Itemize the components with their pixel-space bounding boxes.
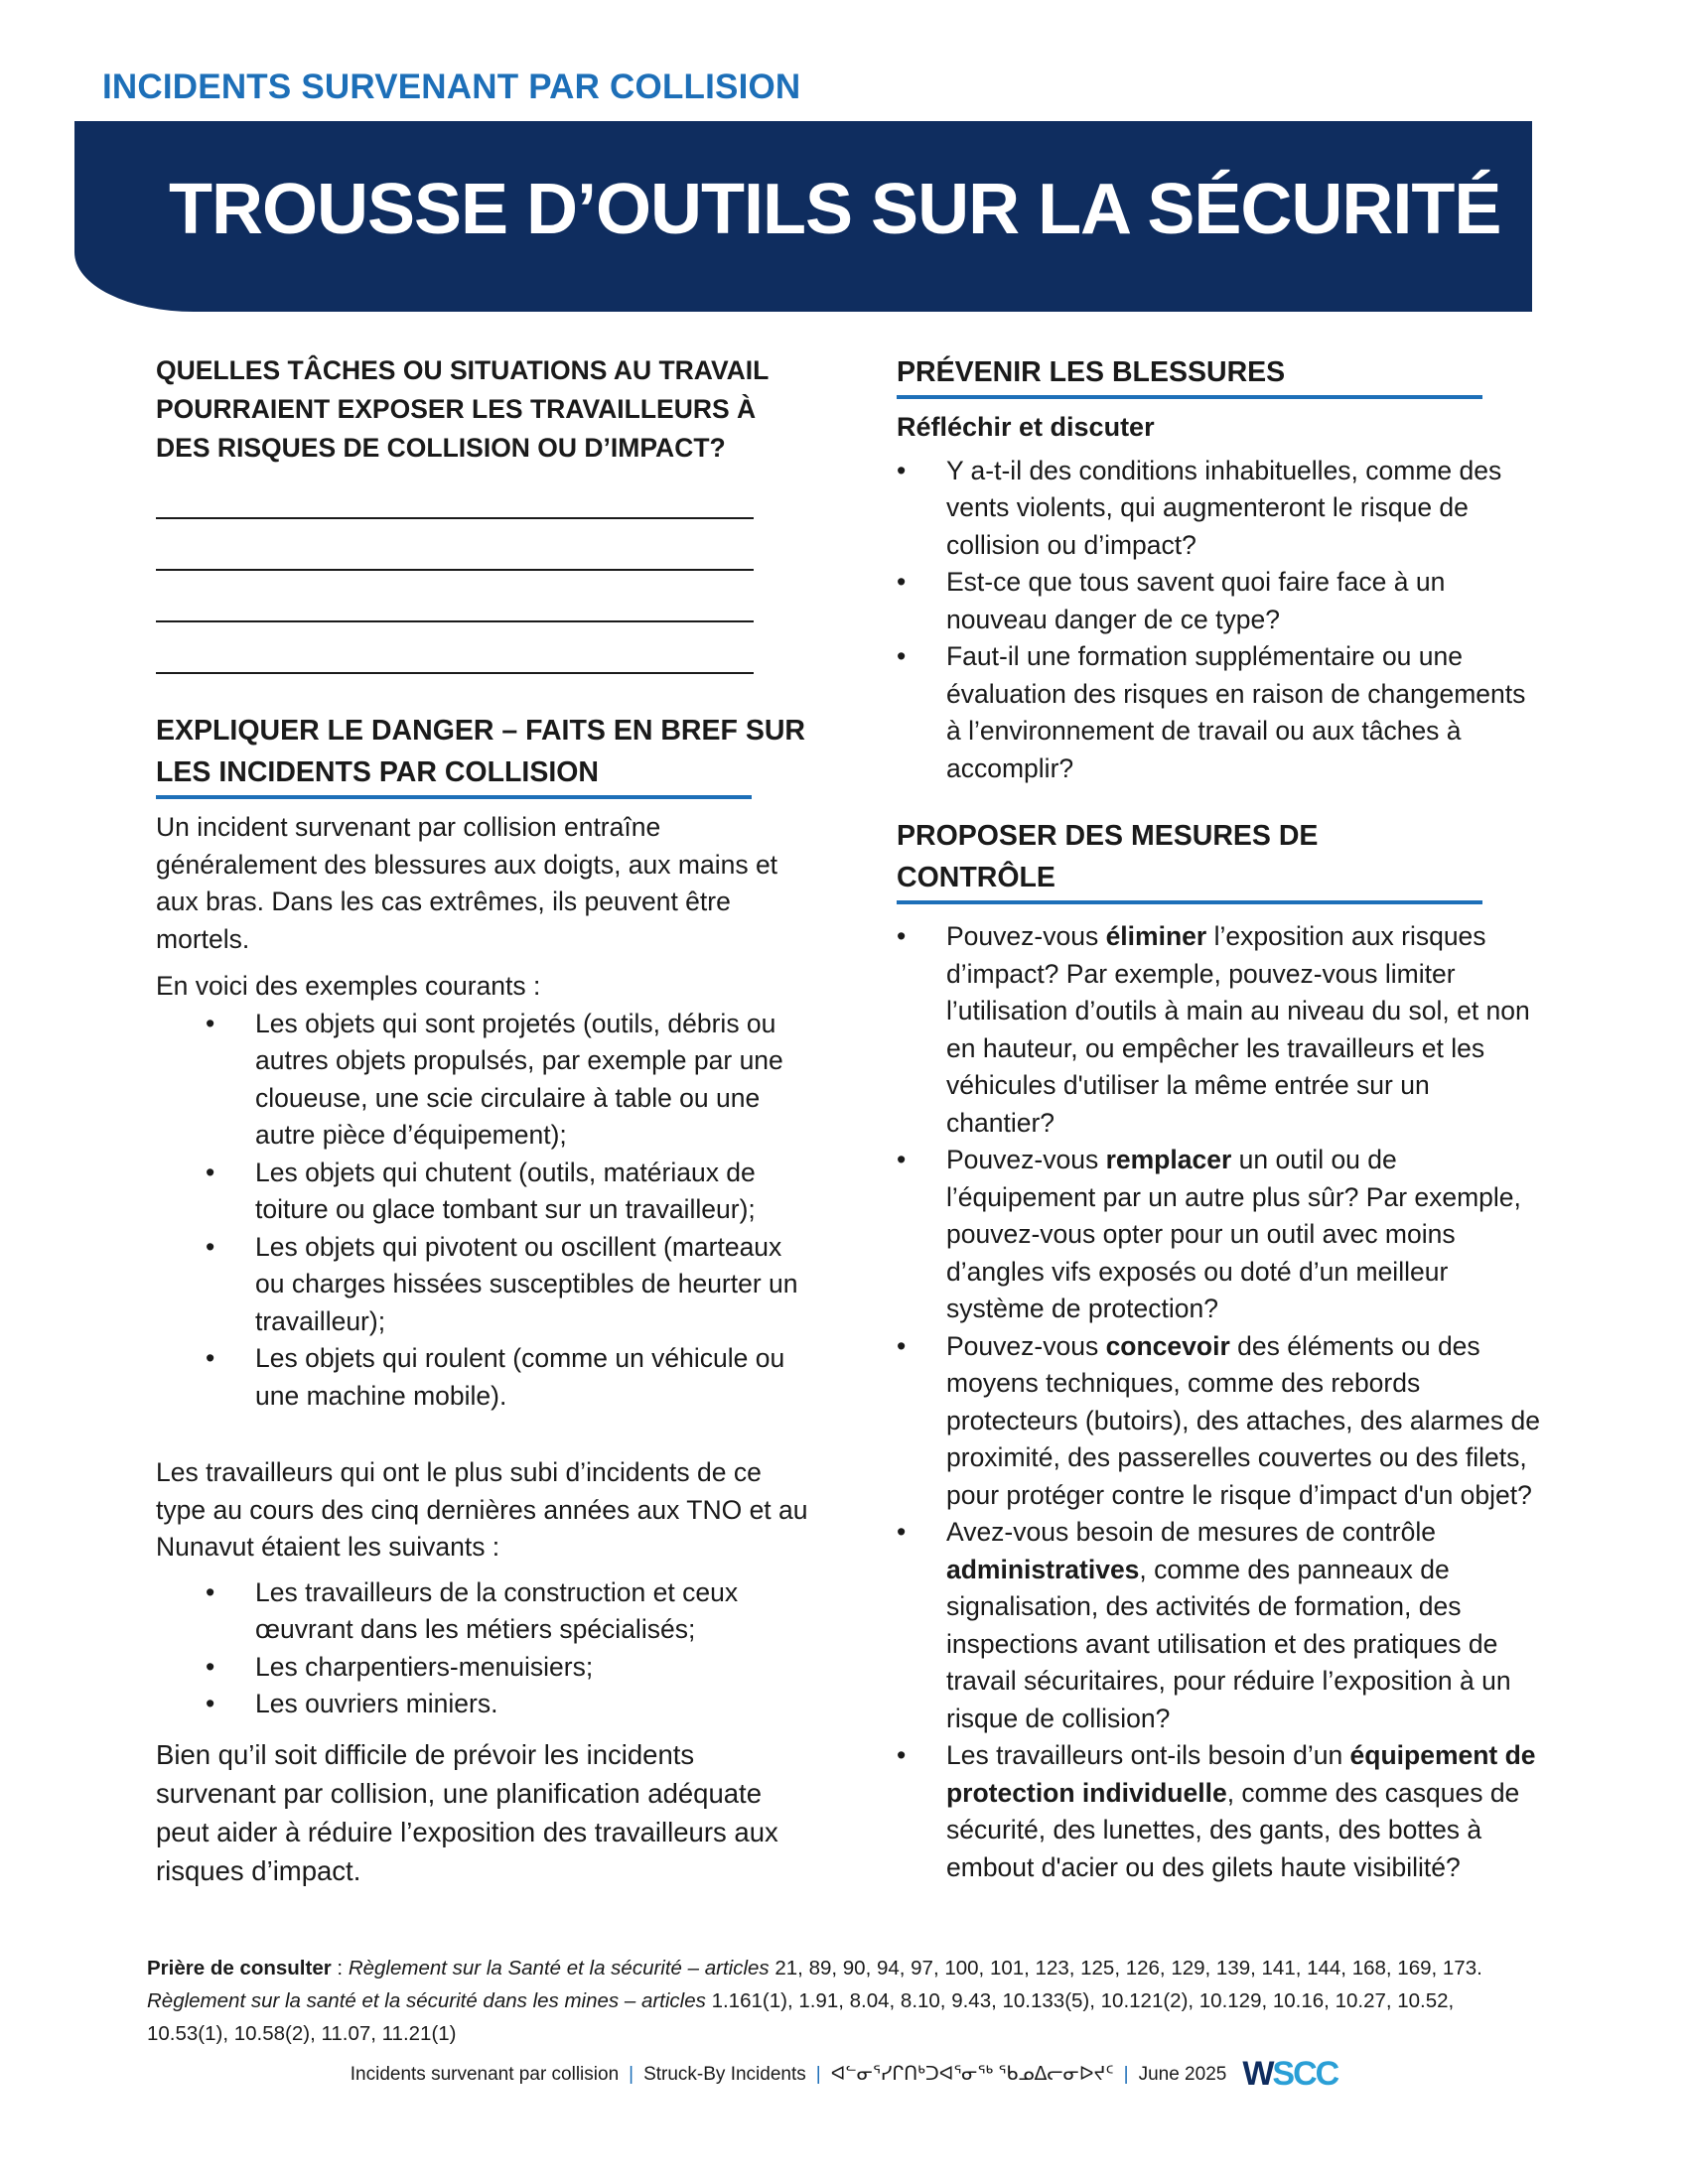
list-item: • Pouvez-vous éliminer l’exposition aux risques d’impact? Par exemple, pouvez-vous limiter l’utilisation d’outils à main au niveau du sol, et non en hauteur, ou empêcher les travailleurs et les véhicules d'utiliser la même entrée sur un chantier? bbox=[897, 918, 1542, 1142]
bullet-icon: • bbox=[897, 921, 907, 951]
footer-separator: | bbox=[629, 2063, 634, 2085]
bullet-icon: • bbox=[206, 1231, 215, 1262]
examples-list bbox=[156, 1006, 811, 1416]
bullet-icon: • bbox=[206, 1576, 215, 1607]
explain-section bbox=[156, 710, 811, 799]
regulation-2-articles: 1.161(1), 1.91, 8.04, 8.10, 9.43, 10.133(5), 10.121(2), 10.129, 10.16, 10.27, 10.52, 10.53(1), 10.58(2), 11.07, 11.21(1) bbox=[147, 1989, 1455, 2045]
bullet-icon: • bbox=[897, 1517, 907, 1547]
footer-date: June 2025 bbox=[1138, 2063, 1227, 2085]
right-column bbox=[897, 351, 1542, 1886]
explain-heading-line1: EXPLIQUER LE DANGER – FAITS EN BREF SUR bbox=[156, 715, 805, 747]
bullet-icon: • bbox=[897, 455, 907, 485]
workers-lead: Les travailleurs qui ont le plus subi d’incidents de ce type au cours des cinq dernières années aux TNO et au Nunavut étaient les suivants : bbox=[156, 1457, 808, 1562]
explain-heading-line2: LES INCIDENTS PAR COLLISION bbox=[156, 751, 752, 799]
list-item: • Faut-il une formation supplémentaire ou une évaluation des risques en raison de changements à l’environnement de travail ou aux tâches à accomplir? bbox=[897, 638, 1542, 787]
list-item: • Avez-vous besoin de mesures de contrôle administratives, comme des panneaux de signalisation, des activités de formation, des inspections avant utilisation et des pratiques de travail sécuritaires, pour réduire l’exposition à un risque de collision? bbox=[897, 1514, 1542, 1737]
footer-separator: | bbox=[1123, 2063, 1129, 2085]
footer-title-iu: ᐊᓪᓂᕐᓯᒋᑎᒃᑐᐊᕐᓂᖅ ᖃᓄᐃᓕᓂᐅᔪᑦ bbox=[830, 2064, 1114, 2085]
regulation-1-articles: 21, 89, 90, 94, 97, 100, 101, 123, 125, 126, 129, 139, 141, 144, 168, 169, 173. bbox=[769, 1957, 1482, 1979]
footer-bar bbox=[0, 2055, 1688, 2094]
question-heading: QUELLES TÂCHES OU SITUATIONS AU TRAVAIL POURRAIENT EXPOSER LES TRAVAILLEURS À DES RISQUES DE COLLISION OU D’IMPACT? bbox=[156, 355, 769, 463]
answer-line[interactable] bbox=[156, 519, 754, 571]
intro-paragraph: Un incident survenant par collision entraîne généralement des blessures aux doigts, aux mains et aux bras. Dans les cas extrêmes, ils peuvent être mortels. bbox=[156, 812, 778, 954]
list-item: • Les ouvriers miniers. bbox=[156, 1686, 811, 1723]
references-label: Prière de consulter bbox=[147, 1957, 332, 1979]
regulation-1: Règlement sur la Santé et la sécurité – articles bbox=[348, 1957, 770, 1979]
answer-line[interactable] bbox=[156, 571, 754, 622]
controls-heading: PROPOSER DES MESURES DE CONTRÔLE bbox=[897, 815, 1482, 904]
list-item: • Les travailleurs de la construction et ceux œuvrant dans les métiers spécialisés; bbox=[156, 1574, 811, 1649]
footer-title-fr: Incidents survenant par collision bbox=[350, 2063, 620, 2085]
answer-line[interactable] bbox=[156, 468, 754, 519]
bullet-icon: • bbox=[897, 1740, 907, 1770]
bullet-icon: • bbox=[897, 1145, 907, 1174]
think-heading: Réfléchir et discuter bbox=[897, 412, 1155, 442]
answer-lines bbox=[156, 468, 811, 674]
list-item: • Les objets qui sont projetés (outils, débris ou autres objets propulsés, par exemple par une cloueuse, une scie circulaire à table ou une autre pièce d’équipement); bbox=[156, 1006, 811, 1155]
document-kicker: INCIDENTS SURVENANT PAR COLLISION bbox=[102, 68, 801, 106]
list-item: • Les objets qui chutent (outils, matériaux de toiture ou glace tombant sur un travailleur); bbox=[156, 1155, 811, 1229]
answer-line[interactable] bbox=[156, 622, 754, 674]
regulation-2: Règlement sur la santé et la sécurité dans les mines – articles bbox=[147, 1989, 706, 2012]
bullet-icon: • bbox=[897, 641, 907, 671]
examples-lead: En voici des exemples courants : bbox=[156, 971, 541, 1001]
list-item: • Les charpentiers-menuisiers; bbox=[156, 1649, 811, 1687]
list-item: • Pouvez-vous concevoir des éléments ou des moyens techniques, comme des rebords protecteurs (butoirs), des attaches, des alarmes de proximité, des passerelles couvertes ou des filets, pour protéger contre le risque d’impact d'un objet? bbox=[897, 1328, 1542, 1515]
footer-separator: | bbox=[815, 2063, 821, 2085]
list-item: • Les objets qui pivotent ou oscillent (marteaux ou charges hissées susceptibles de heurter un travailleur); bbox=[156, 1229, 811, 1341]
think-list bbox=[897, 453, 1542, 788]
title-banner bbox=[74, 121, 1532, 312]
list-item: • Y a-t-il des conditions inhabituelles, comme des vents violents, qui augmenteront le risque de collision ou d’impact? bbox=[897, 453, 1542, 565]
workers-list bbox=[156, 1574, 811, 1723]
closing-paragraph: Bien qu’il soit difficile de prévoir les incidents survenant par collision, une planification adéquate peut aider à réduire l’exposition des travailleurs aux risques d’impact. bbox=[156, 1738, 778, 1886]
bullet-icon: • bbox=[897, 567, 907, 597]
bullet-icon: • bbox=[206, 1343, 215, 1373]
controls-list bbox=[897, 918, 1542, 1886]
list-item: • Les travailleurs ont-ils besoin d’un équipement de protection individuelle, comme des casques de sécurité, des lunettes, des gants, des bottes à embout d'acier ou des gilets haute visibilité? bbox=[897, 1737, 1542, 1886]
bullet-icon: • bbox=[206, 1689, 215, 1718]
references: Prière de consulter : Règlement sur la Santé et la sécurité – articles 21, 89, 90, 94, 97, 100, 101, 123, 125, 126, 129, 139, 141, 144, 168, 169, 173. Règlement sur la santé et la sécurité dans les mines – articles 1.161(1), 1.91, 8.04, 8.10, 9.43, 10.133(5), 10.121(2), 10.129, 10.16, 10.27, 10.52, 10.53(1), 10.58(2), 11.07, 11.21(1) bbox=[147, 1957, 1482, 2045]
bullet-icon: • bbox=[206, 1651, 215, 1682]
bullet-icon: • bbox=[206, 1008, 215, 1038]
prevent-heading: PRÉVENIR LES BLESSURES bbox=[897, 351, 1482, 399]
left-column bbox=[156, 351, 811, 1890]
list-item: • Est-ce que tous savent quoi faire face à un nouveau danger de ce type? bbox=[897, 564, 1542, 638]
bullet-icon: • bbox=[206, 1157, 215, 1187]
wscc-logo: WSCC bbox=[1242, 2055, 1338, 2093]
footer-title-en: Struck-By Incidents bbox=[643, 2063, 806, 2085]
list-item: • Pouvez-vous remplacer un outil ou de l’équipement par un autre plus sûr? Par exemple, pouvez-vous opter pour un outil avec moins d’angles vifs exposés ou doté d’un meilleur système de protection? bbox=[897, 1142, 1542, 1328]
list-item: • Les objets qui roulent (comme un véhicule ou une machine mobile). bbox=[156, 1340, 811, 1415]
bullet-icon: • bbox=[897, 1330, 907, 1361]
page-title: TROUSSE D’OUTILS SUR LA SÉCURITÉ bbox=[169, 170, 1501, 249]
